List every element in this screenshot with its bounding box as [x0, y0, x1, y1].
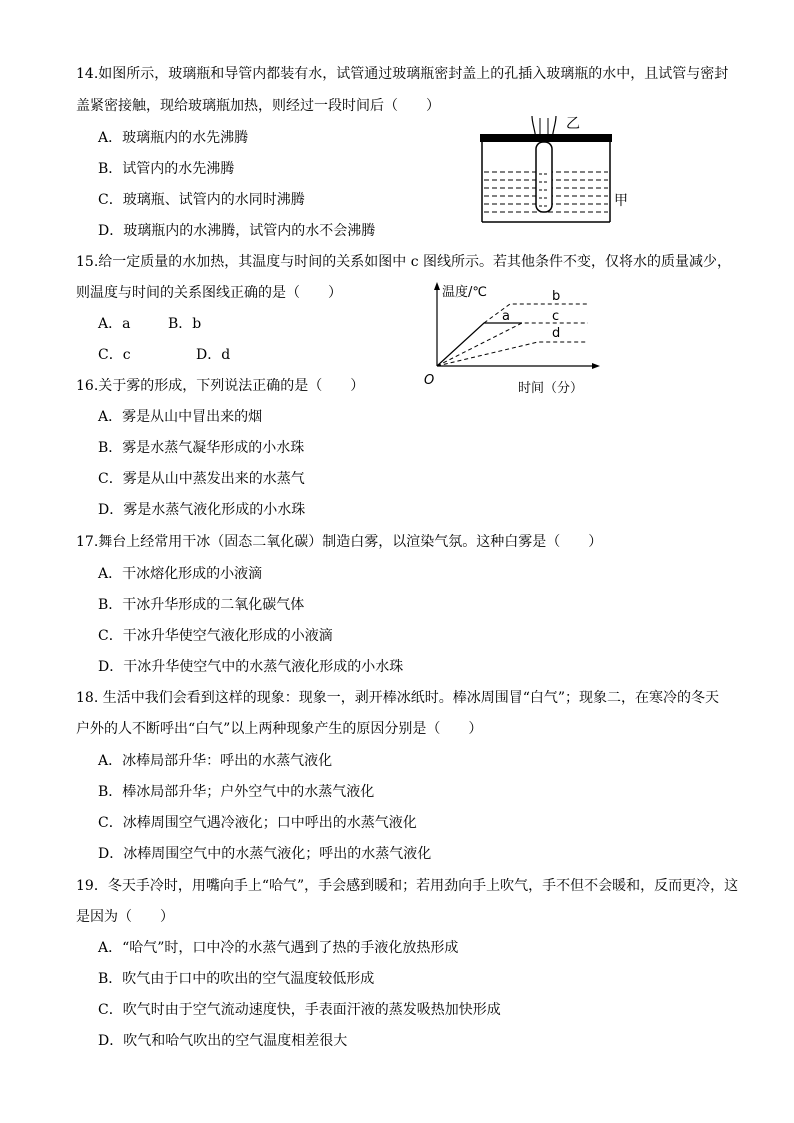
q17-option-b: B．干冰升华形成的二氧化碳气体 [98, 597, 305, 613]
q18-stem-line1: 18. 生活中我们会看到这样的现象：现象一，剥开棒冰纸时。棒冰周围冒“白气”；现象二，在寒冷的冬天 [76, 690, 720, 706]
q14-option-d: D．玻璃瓶内的水沸腾，试管内的水不会沸腾 [98, 223, 376, 239]
curve-label-d: d [552, 326, 561, 341]
q14-option-a: A．玻璃瓶内的水先沸腾 [98, 130, 249, 146]
q18-option-d: D．冰棒周围空气中的水蒸气液化；呼出的水蒸气液化 [98, 846, 432, 862]
q19-option-d: D．吹气和哈气吹出的空气温度相差很大 [98, 1033, 348, 1049]
q14-stem-line1: 14.如图所示，玻璃瓶和导管内都装有水，试管通过玻璃瓶密封盖上的孔插入玻璃瓶的水中，且试管与密封 [76, 66, 729, 82]
q15-option-b: B．b [168, 316, 202, 332]
q16-option-d: D．雾是水蒸气液化形成的小水珠 [98, 502, 306, 518]
test-tube [536, 142, 552, 212]
curve-b [484, 304, 588, 323]
q16-option-c: C．雾是从山中蒸发出来的水蒸气 [98, 471, 305, 487]
curve-label-b: b [552, 289, 561, 304]
q18-option-a: A．冰棒局部升华：呼出的水蒸气液化 [98, 753, 333, 769]
q17-stem: 17.舞台上经常用干冰（固态二氧化碳）制造白雾，以渲染气氛。这种白雾是（ ） [76, 534, 603, 550]
q15-option-a: A．a [98, 316, 131, 332]
q16-option-b: B．雾是水蒸气凝华形成的小水珠 [98, 440, 305, 456]
q14-stem-line2: 盖紧密接触，现给玻璃瓶加热，则经过一段时间后（ ） [76, 98, 440, 114]
q16-option-a: A．雾是从山中冒出来的烟 [98, 409, 263, 425]
x-axis-arrow [592, 363, 600, 369]
q18-option-c: C．冰棒周围空气遇冷液化；口中呼出的水蒸气液化 [98, 815, 417, 831]
q15-option-c: C．c [98, 347, 131, 363]
q16-stem: 16.关于雾的形成，下列说法正确的是（ ） [76, 378, 365, 394]
curve-label-a: a [502, 309, 510, 324]
q14-label-bottle: 甲 [614, 193, 628, 209]
graph-origin: O [424, 373, 435, 388]
graph-ylabel: 温度/℃ [442, 285, 487, 300]
q14-figure-bottle [470, 112, 630, 224]
q15-figure-graph [418, 280, 608, 398]
q18-stem-line2: 户外的人不断呼出“白气”以上两种现象产生的原因分别是（ ） [76, 721, 483, 737]
graph-xlabel: 时间（分） [518, 381, 584, 396]
bottle-lid [480, 134, 612, 142]
q19-option-b: B．吹气由于口中的吹出的空气温度较低形成 [98, 971, 375, 987]
q19-option-a: A．“哈气”时，口中冷的水蒸气遇到了热的手液化放热形成 [98, 940, 459, 956]
q15-stem-line1: 15.给一定质量的水加热，其温度与时间的关系如图中 c 图线所示。若其他条件不变，仅将水的质量减少， [76, 254, 732, 270]
q17-option-d: D．干冰升华使空气中的水蒸气液化形成的小水珠 [98, 659, 404, 675]
q17-option-a: A．干冰熔化形成的小液滴 [98, 566, 263, 582]
curve-label-c: c [552, 309, 560, 324]
q19-stem-line1: 19．冬天手冷时，用嘴向手上“哈气”，手会感到暖和；若用劲向手上吹气，手不但不会暖和，反而更冷，这 [76, 878, 739, 894]
q15-option-d: D．d [196, 347, 231, 363]
q17-option-c: C．干冰升华使空气液化形成的小液滴 [98, 628, 333, 644]
q19-stem-line2: 是因为（ ） [76, 909, 174, 925]
q15-stem-line2: 则温度与时间的关系图线正确的是（ ） [76, 285, 342, 301]
q19-option-c: C．吹气时由于空气流动速度快，手表面汗液的蒸发吸热加快形成 [98, 1002, 501, 1018]
q14-option-b: B．试管内的水先沸腾 [98, 161, 235, 177]
q14-option-c: C．玻璃瓶、试管内的水同时沸腾 [98, 192, 305, 208]
q18-option-b: B．棒冰局部升华；户外空气中的水蒸气液化 [98, 784, 375, 800]
q14-label-tube: 乙 [566, 116, 580, 132]
y-axis-arrow [434, 282, 440, 290]
